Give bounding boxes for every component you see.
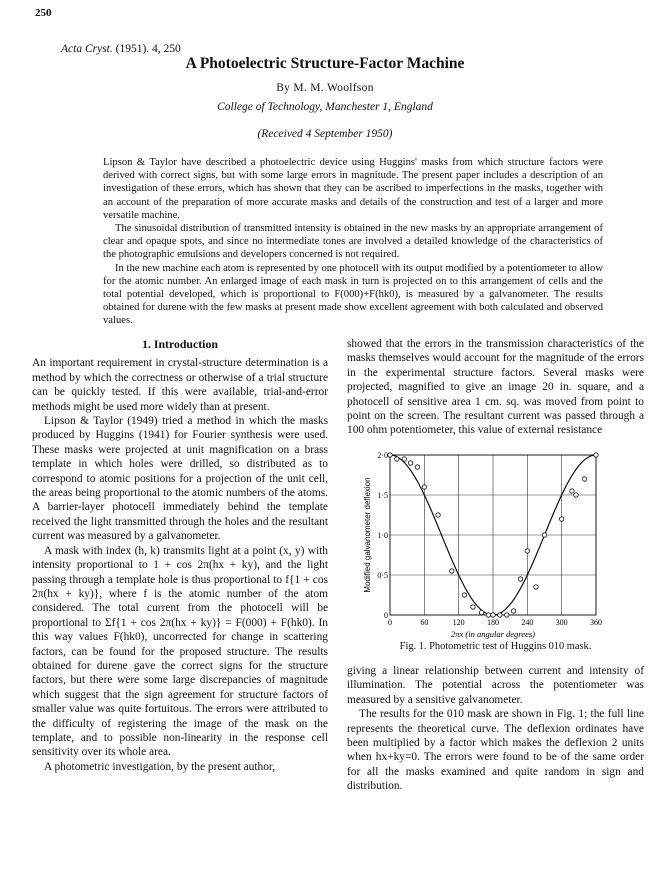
data-point [408, 461, 412, 465]
body-paragraph: A mask with index (h, k) transmits light at a point (x, y) with intensity proportional to 1 + cos 2π(hx + ky), and the light passing through a template hole is thus proportional to f{1 + cos 2π(hx + ky)}, where f is the atomic number of the atom considered. The total current from the photocell will be proportional to Σf{1 + cos 2π(hx + ky)} = F(000) + F(hk0). In this way values F(hk0), uncorrected for change in scattering factors, can be found for the proposed structure. The results obtained for durene gave the correct signs for the structure factors, but there were some large discrepancies of magnitude which suggest that the sign agreement for structure factors of smaller value was quite fortuitous. The errors were attributed to the difficulty of registering the image of the mask on the template, and to possible non-linearity in the response cell sensitivity over its whole area. [32, 544, 328, 759]
y-tick-label: 0·5 [377, 571, 388, 580]
figure-caption: Fig. 1. Photometric test of Huggins 010 mask. [399, 641, 592, 652]
data-point [498, 613, 502, 617]
journal-name: Acta Cryst. [61, 43, 113, 55]
right-column-bottom [347, 664, 644, 794]
abstract-paragraph: In the new machine each atom is represented by one photocell with its output modified by a potentiometer to allow for the atomic number. An enlarged image of each mask in turn is projected on to this arrangement of cells and the total potential developed, which is proportional to F(000)+F(hk0), is measured by a galvanometer. The results obtained for durene with the few masks at present made show excellent agreement with both calculated and observed values. [103, 262, 603, 327]
data-point [559, 517, 563, 521]
data-point [436, 513, 440, 517]
x-tick-label: 240 [521, 618, 534, 627]
body-paragraph: Lipson & Taylor (1949) tried a method in which the masks produced by Huggins (1941) for Fourier synthesis were used. These masks were projected at unit magnification on a brass template in which holes were drilled, so distributed as to correspond to atomic positions for a projection of the unit cell, the areas being proportional to the atomic numbers of the atoms. A barrier-layer photocell immediately behind the template received the light transmitted through the holes and the resultant current was measured by a galvanometer. [32, 415, 328, 543]
y-axis-label: Modified galvanometer deflexion [363, 477, 372, 593]
data-point [402, 457, 406, 461]
body-paragraph: An important requirement in crystal-structure determination is a method by which the correctness or otherwise of a trial structure can be quickly tested. If this were available, trial-and-error methods might be used more widely than at present. [32, 357, 328, 413]
data-point [574, 493, 578, 497]
figure-1 [358, 445, 628, 645]
data-point [542, 533, 546, 537]
left-column [32, 337, 328, 774]
data-point [415, 465, 419, 469]
data-point [525, 549, 529, 553]
x-tick-label: 0 [388, 618, 392, 627]
data-point [422, 485, 426, 489]
data-point [486, 613, 490, 617]
data-point [570, 489, 574, 493]
citation-details: (1951). 4, 250 [112, 43, 181, 55]
x-tick-label: 360 [590, 618, 602, 627]
right-column-top [347, 337, 644, 438]
affiliation: College of Technology, Manchester 1, England [217, 101, 433, 113]
data-point [388, 453, 392, 457]
abstract [103, 156, 603, 328]
x-axis-label: 2πx (in angular degrees) [451, 629, 535, 639]
y-tick-label: 1·5 [377, 491, 388, 500]
data-point [594, 453, 598, 457]
x-tick-label: 180 [487, 618, 499, 627]
author-line: By M. M. Woolfson [276, 82, 374, 94]
data-point [450, 569, 454, 573]
data-point [518, 577, 522, 581]
data-point [505, 613, 509, 617]
data-point [395, 457, 399, 461]
x-tick-label: 300 [555, 618, 568, 627]
x-tick-label: 120 [452, 618, 465, 627]
received-date: (Received 4 September 1950) [257, 128, 393, 140]
data-point [534, 585, 538, 589]
section-heading: 1. Introduction [142, 337, 218, 351]
x-tick-label: 60 [420, 618, 429, 627]
page-number: 250 [35, 7, 52, 19]
abstract-paragraph: The sinusoidal distribution of transmitted intensity is obtained in the new masks by an appropriate arrangement of clear and opaque spots, and since no intermediate tones are involved a detailed knowledge of the characteristics of the photographic emulsions and developers concerned is not required. [103, 223, 603, 261]
data-point [479, 610, 483, 614]
body-paragraph: A photometric investigation, by the present author, [44, 760, 276, 773]
paper-title: A Photoelectric Structure-Factor Machine [185, 55, 465, 72]
data-point [471, 605, 475, 609]
data-point [582, 477, 586, 481]
abstract-paragraph: Lipson & Taylor have described a photoelectric device using Huggins' masks from which structure factors were derived with correct signs, but with some large errors in magnitude. The present paper includes a description of an investigation of these errors, which has shown that they can be ascribed to imperfections in the masks, together with an account of the preparation of more accurate masks and details of the construction and test of a larger and more versatile machine. [103, 157, 603, 221]
data-point [491, 613, 495, 617]
citation [61, 43, 181, 55]
body-paragraph: The results for the 010 mask are shown in Fig. 1; the full line represents the theoretical curve. The deflexion ordinates have been multiplied by a factor which makes the deflexion 2 units when hx+ky=0. The errors were found to be of the same order for all the masks examined and quite random in sign and distribution. [347, 708, 644, 793]
body-paragraph: giving a linear relationship between current and intensity of illumination. The potential across the potentiometer was measured by a sensitive galvanometer. [347, 665, 644, 706]
data-point [511, 609, 515, 613]
y-tick-label: 0 [384, 611, 388, 620]
y-tick-label: 2·0 [377, 451, 388, 460]
body-paragraph: showed that the errors in the transmission characteristics of the masks themselves would account for the magnitude of the errors in the experimental structure factors. Several masks were projected, magnified to give an image 20 in. square, and a photocell of sensitive area 1 cm. sq. was moved from point to point on the screen. The resultant current was passed through a 100 ohm potentiometer, this value of external resistance [347, 338, 644, 437]
y-tick-label: 1·0 [377, 531, 388, 540]
photometric-chart [358, 445, 628, 645]
data-point [462, 593, 466, 597]
